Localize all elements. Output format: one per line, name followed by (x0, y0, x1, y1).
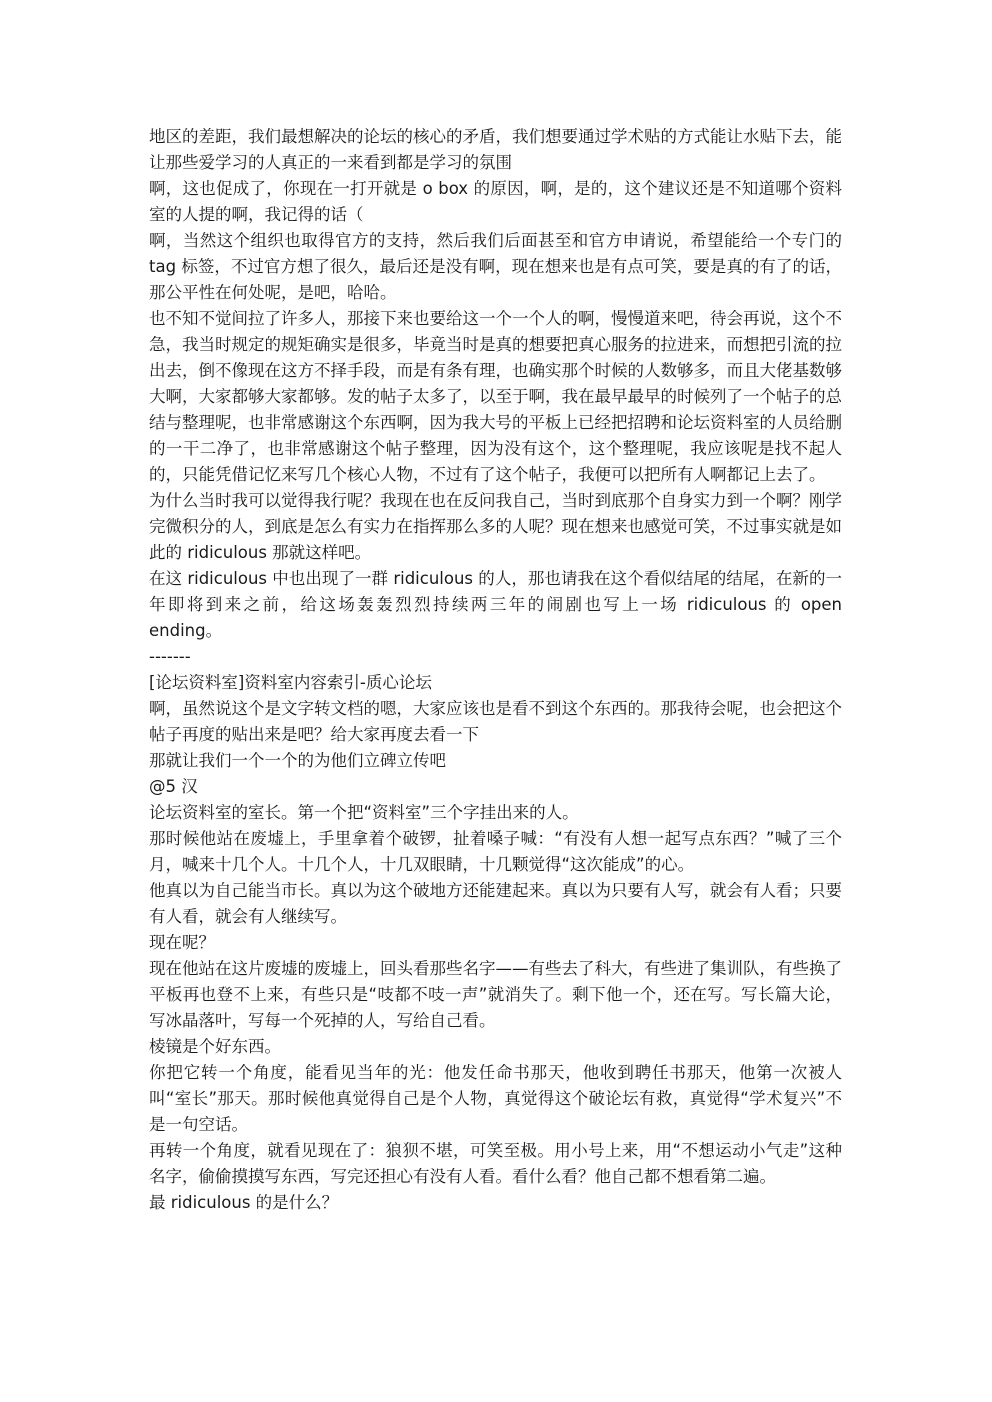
paragraph-1: 地区的差距，我们最想解决的论坛的核心的矛盾，我们想要通过学术贴的方式能让水贴下去，能让那些爱学习的人真正的一来看到都是学习的氛围 (149, 127, 842, 172)
paragraph-4: 也不知不觉间拉了许多人，那接下来也要给这一个一个人的啊，慢慢道来吧，待会再说，这个不急，我当时规定的规矩确实是很多，毕竟当时是真的想要把真心服务的拉进来，而想把引流的拉出去，倒不像现在这方不择手段，而是有条有理，也确实那个时候的人数够多，而且大佬基数够大啊，大家都够大家都够。发的帖子太多了，以至于啊，我在最早最早的时候列了一个帖子的总结与整理呢，也非常感谢这个东西啊，因为我大号的平板上已经把招聘和论坛资料室的人员给删的一干二净了，也非常感谢这个帖子整理，因为没有这个，这个整理呢，我应该呢是找不起人的，只能凭借记忆来写几个核心人物，不过有了这个帖子，我便可以把所有人啊都记上去了。 (149, 309, 842, 484)
paragraph-11: 他真以为自己能当市长。真以为这个破地方还能建起来。真以为只要有人写，就会有人看；只要有人看，就会有人继续写。 (149, 881, 842, 926)
paragraph-7: 啊，虽然说这个是文字转文档的嗯，大家应该也是看不到这个东西的。那我待会呢，也会把这个帖子再度的贴出来是吧？给大家再度去看一下 (149, 699, 842, 744)
document-body (149, 124, 842, 1216)
paragraph-13: 现在他站在这片废墟的废墟上，回头看那些名字——有些去了科大，有些进了集训队，有些换了平板再也登不上来，有些只是“吱都不吱一声”就消失了。剩下他一个，还在写。写长篇大论，写冰晶落叶，写每一个死掉的人，写给自己看。 (149, 959, 842, 1030)
paragraph-16: 再转一个角度，就看见现在了：狼狈不堪，可笑至极。用小号上来，用“不想运动小气走”这种名字，偷偷摸摸写东西，写完还担心有没有人看。看什么看？他自己都不想看第二遍。 (149, 1141, 842, 1186)
paragraph-3: 啊，当然这个组织也取得官方的支持，然后我们后面甚至和官方申请说，希望能给一个专门的 tag 标签，不过官方想了很久，最后还是没有啊，现在想来也是有点可笑，要是真的有了的话，那公平性在何处呢，是吧，哈哈。 (149, 231, 842, 302)
paragraph-8: 那就让我们一个一个的为他们立碑立传吧 (149, 751, 446, 770)
paragraph-5: 为什么当时我可以觉得我行呢？我现在也在反问我自己，当时到底那个自身实力到一个啊？刚学完微积分的人，到底是怎么有实力在指挥那么多的人呢？现在想来也感觉可笑，不过事实就是如此的 ridiculous 那就这样吧。 (149, 491, 842, 562)
paragraph-14: 棱镜是个好东西。 (149, 1037, 281, 1056)
section-heading: [论坛资料室]资料室内容索引-质心论坛 (149, 673, 432, 692)
paragraph-12: 现在呢？ (149, 933, 215, 952)
paragraph-9: 论坛资料室的室长。第一个把“资料室”三个字挂出来的人。 (149, 803, 579, 822)
paragraph-2: 啊，这也促成了，你现在一打开就是 o box 的原因，啊，是的，这个建议还是不知道哪个资料室的人提的啊，我记得的话（ (149, 179, 842, 224)
paragraph-15: 你把它转一个角度，能看见当年的光：他发任命书那天，他收到聘任书那天，他第一次被人叫“室长”那天。那时候他真觉得自己是个人物，真觉得这个破论坛有救，真觉得“学术复兴”不是一句空话。 (149, 1063, 842, 1134)
paragraph-17: 最 ridiculous 的是什么？ (149, 1193, 339, 1212)
mention: @5 汉 (149, 777, 198, 796)
divider-text: ------- (149, 647, 191, 666)
paragraph-6: 在这 ridiculous 中也出现了一群 ridiculous 的人，那也请我在这个看似结尾的结尾，在新的一年即将到来之前，给这场轰轰烈烈持续两三年的闹剧也写上一场 ridiculous 的 open ending。 (149, 569, 842, 640)
paragraph-10: 那时候他站在废墟上，手里拿着个破锣，扯着嗓子喊：“有没有人想一起写点东西？”喊了三个月，喊来十几个人。十几个人，十几双眼睛，十几颗觉得“这次能成”的心。 (149, 829, 842, 874)
